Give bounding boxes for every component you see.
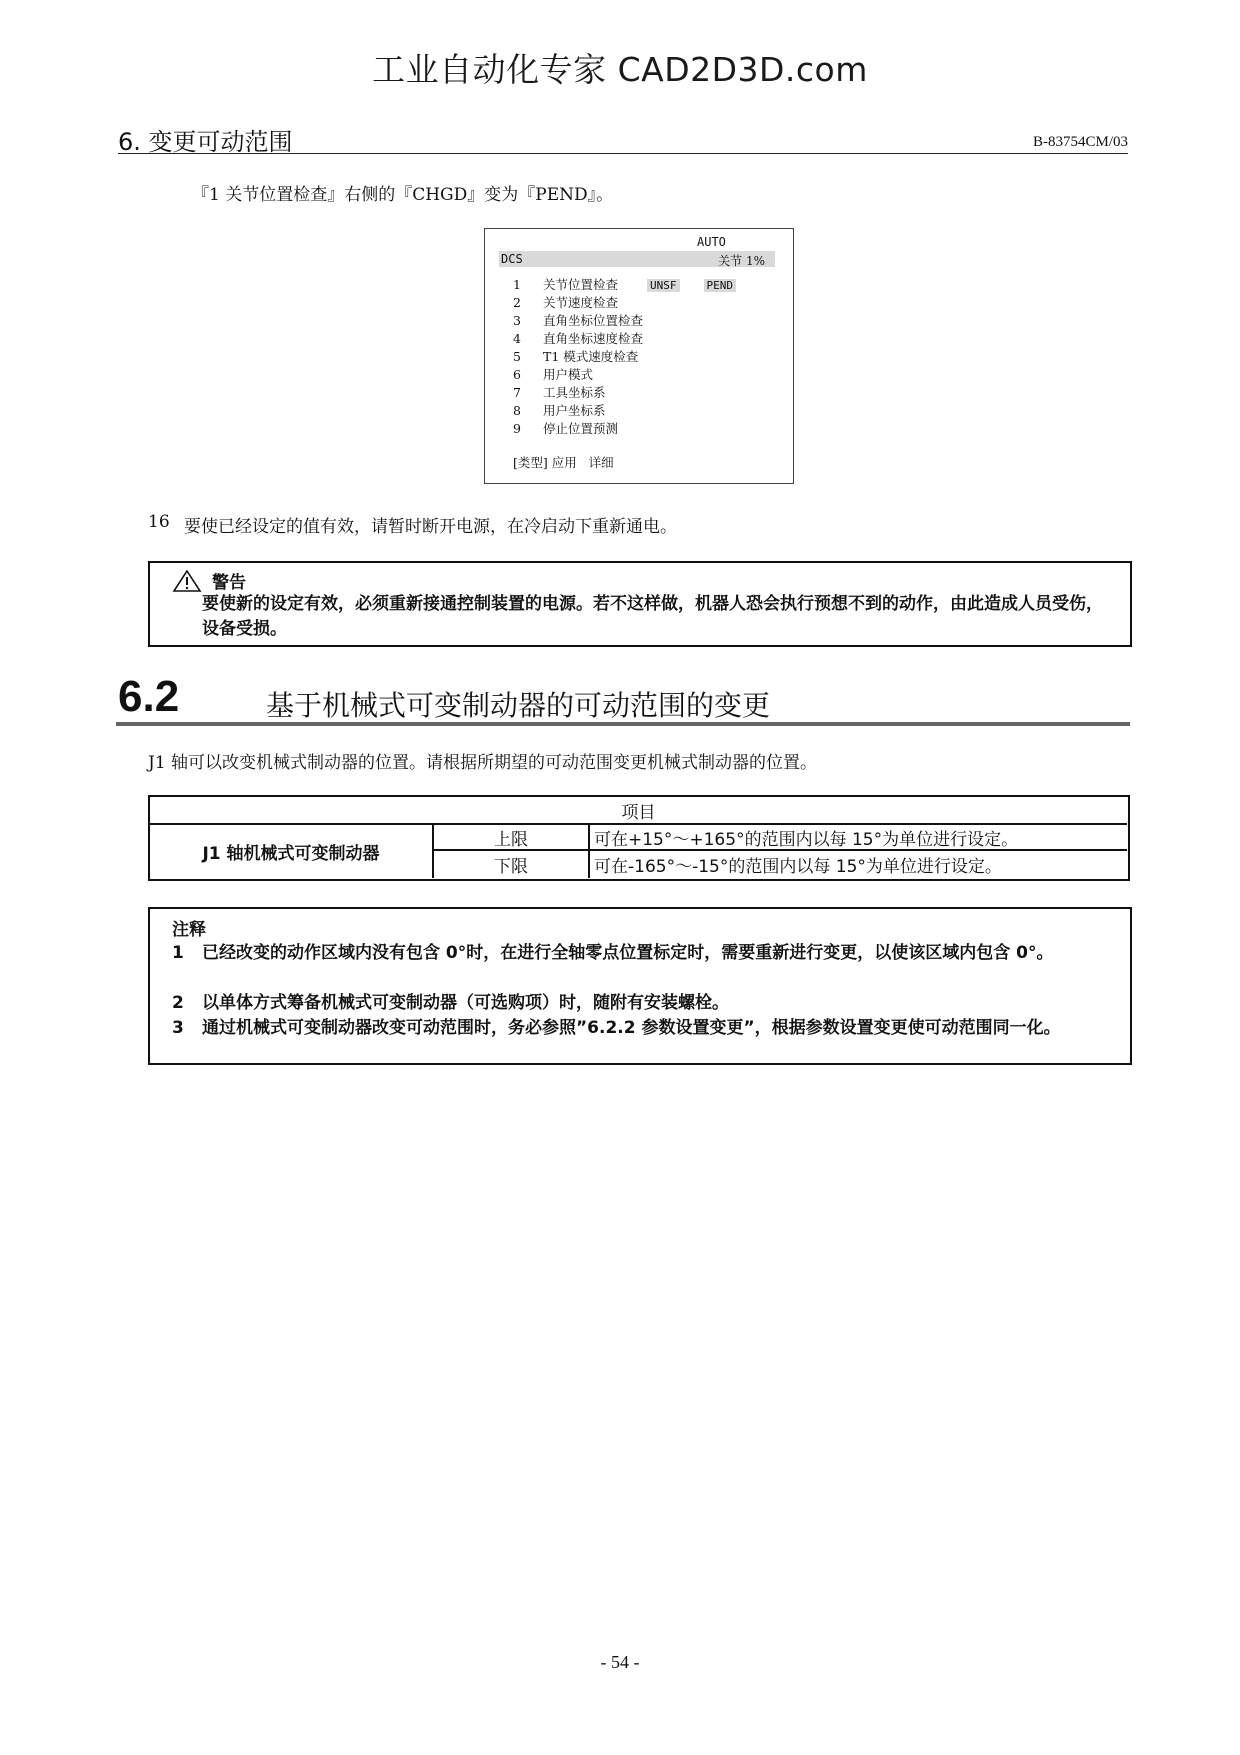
note-number: 3	[172, 1018, 184, 1038]
warning-text: 要使新的设定有效，必须重新接通控制装置的电源。若不这样做，机器人恐会执行预想不到的动作，由此造成人员受伤，设备受损。	[202, 594, 1103, 639]
note-text: 通过机械式可变制动器改变可动范围时，务必参照”6.2.2 参数设置变更”，根据参数设置变更使可动范围同一化。	[202, 1018, 1061, 1038]
item-label: 直角坐标速度检查	[543, 331, 644, 346]
item-status-unsf: UNSF	[647, 279, 680, 292]
screen-status: 关节 1%	[718, 254, 765, 268]
brake-settings-table	[148, 795, 1130, 881]
note-text: 以单体方式筹备机械式可变制动器（可选购项）时，随附有安装螺栓。	[202, 993, 729, 1013]
item-number: 7	[513, 385, 521, 400]
note-text: 已经改变的动作区域内没有包含 0°时，在进行全轴零点位置标定时，需要重新进行变更，以使该区域内包含 0°。	[202, 943, 1054, 963]
screen-menu-item[interactable]	[513, 347, 638, 365]
section-number: 6.2	[118, 672, 180, 721]
item-label: 用户模式	[543, 367, 594, 382]
intro-text: 『1 关节位置检查』右侧的『CHGD』变为『PEND』。	[192, 185, 614, 205]
item-label: 停止位置预测	[543, 421, 619, 436]
screen-menu-item[interactable]	[513, 293, 618, 311]
step-number: 16	[148, 512, 170, 532]
watermark: 工业自动化专家 CAD2D3D.com	[372, 50, 868, 89]
table-lower-limit-desc: 可在-165°～-15°的范围内以每 15°为单位进行设定。	[594, 857, 1002, 877]
item-label: 关节位置检查	[543, 277, 619, 292]
screen-menu-item[interactable]	[513, 275, 736, 293]
section-title: 基于机械式可变制动器的可动范围的变更	[266, 689, 771, 722]
warning-box	[148, 561, 1132, 647]
notes-title: 注释	[172, 920, 206, 940]
header-rule	[118, 153, 1128, 154]
item-number: 1	[513, 277, 521, 292]
item-label: 关节速度检查	[543, 295, 619, 310]
table-upper-limit-desc: 可在+15°～+165°的范围内以每 15°为单位进行设定。	[590, 825, 1127, 851]
item-number: 4	[513, 331, 521, 346]
header-doc-number: B-83754CM/03	[1032, 134, 1128, 150]
item-label: 工具坐标系	[543, 385, 606, 400]
teach-pendant-screen	[484, 228, 794, 484]
screen-menu-item[interactable]	[513, 365, 593, 383]
item-number: 5	[513, 349, 521, 364]
screen-menu-item[interactable]	[513, 401, 606, 419]
table-upper-limit-label: 上限	[434, 825, 590, 851]
screen-menu-item[interactable]	[513, 311, 643, 329]
section-rule	[116, 722, 1130, 726]
header-section-title: 6. 变更可动范围	[118, 128, 293, 156]
note-number: 1	[172, 943, 184, 963]
screen-menu-item[interactable]	[513, 383, 606, 401]
page-number: - 54 -	[600, 1652, 640, 1672]
table-header: 项目	[150, 797, 1127, 825]
warning-title: 警告	[212, 573, 246, 593]
item-status-pend: PEND	[704, 279, 737, 292]
item-number: 6	[513, 367, 521, 382]
item-label: T1 模式速度检查	[543, 349, 639, 364]
screen-mode: AUTO	[697, 235, 726, 249]
item-label: 直角坐标位置检查	[543, 313, 644, 328]
item-number: 3	[513, 313, 521, 328]
table-lower-limit-label: 下限	[434, 851, 590, 878]
item-number: 8	[513, 403, 521, 418]
item-number: 2	[513, 295, 521, 310]
screen-menu-item[interactable]	[513, 329, 643, 347]
table-row-label: J1 轴机械式可变制动器	[150, 825, 434, 878]
note-number: 2	[172, 993, 184, 1013]
section-intro: J1 轴可以改变机械式制动器的位置。请根据所期望的可动范围变更机械式制动器的位置。	[148, 753, 818, 773]
screen-title: DCS	[501, 252, 523, 266]
step-text: 要使已经设定的值有效，请暂时断开电源，在冷启动下重新通电。	[184, 517, 677, 537]
screen-function-keys[interactable]: [类型] 应用 详细	[513, 455, 614, 470]
item-number: 9	[513, 421, 521, 436]
item-label: 用户坐标系	[543, 403, 606, 418]
warning-triangle-icon	[172, 569, 202, 597]
screen-menu-item[interactable]	[513, 419, 618, 437]
notes-box	[148, 907, 1132, 1065]
